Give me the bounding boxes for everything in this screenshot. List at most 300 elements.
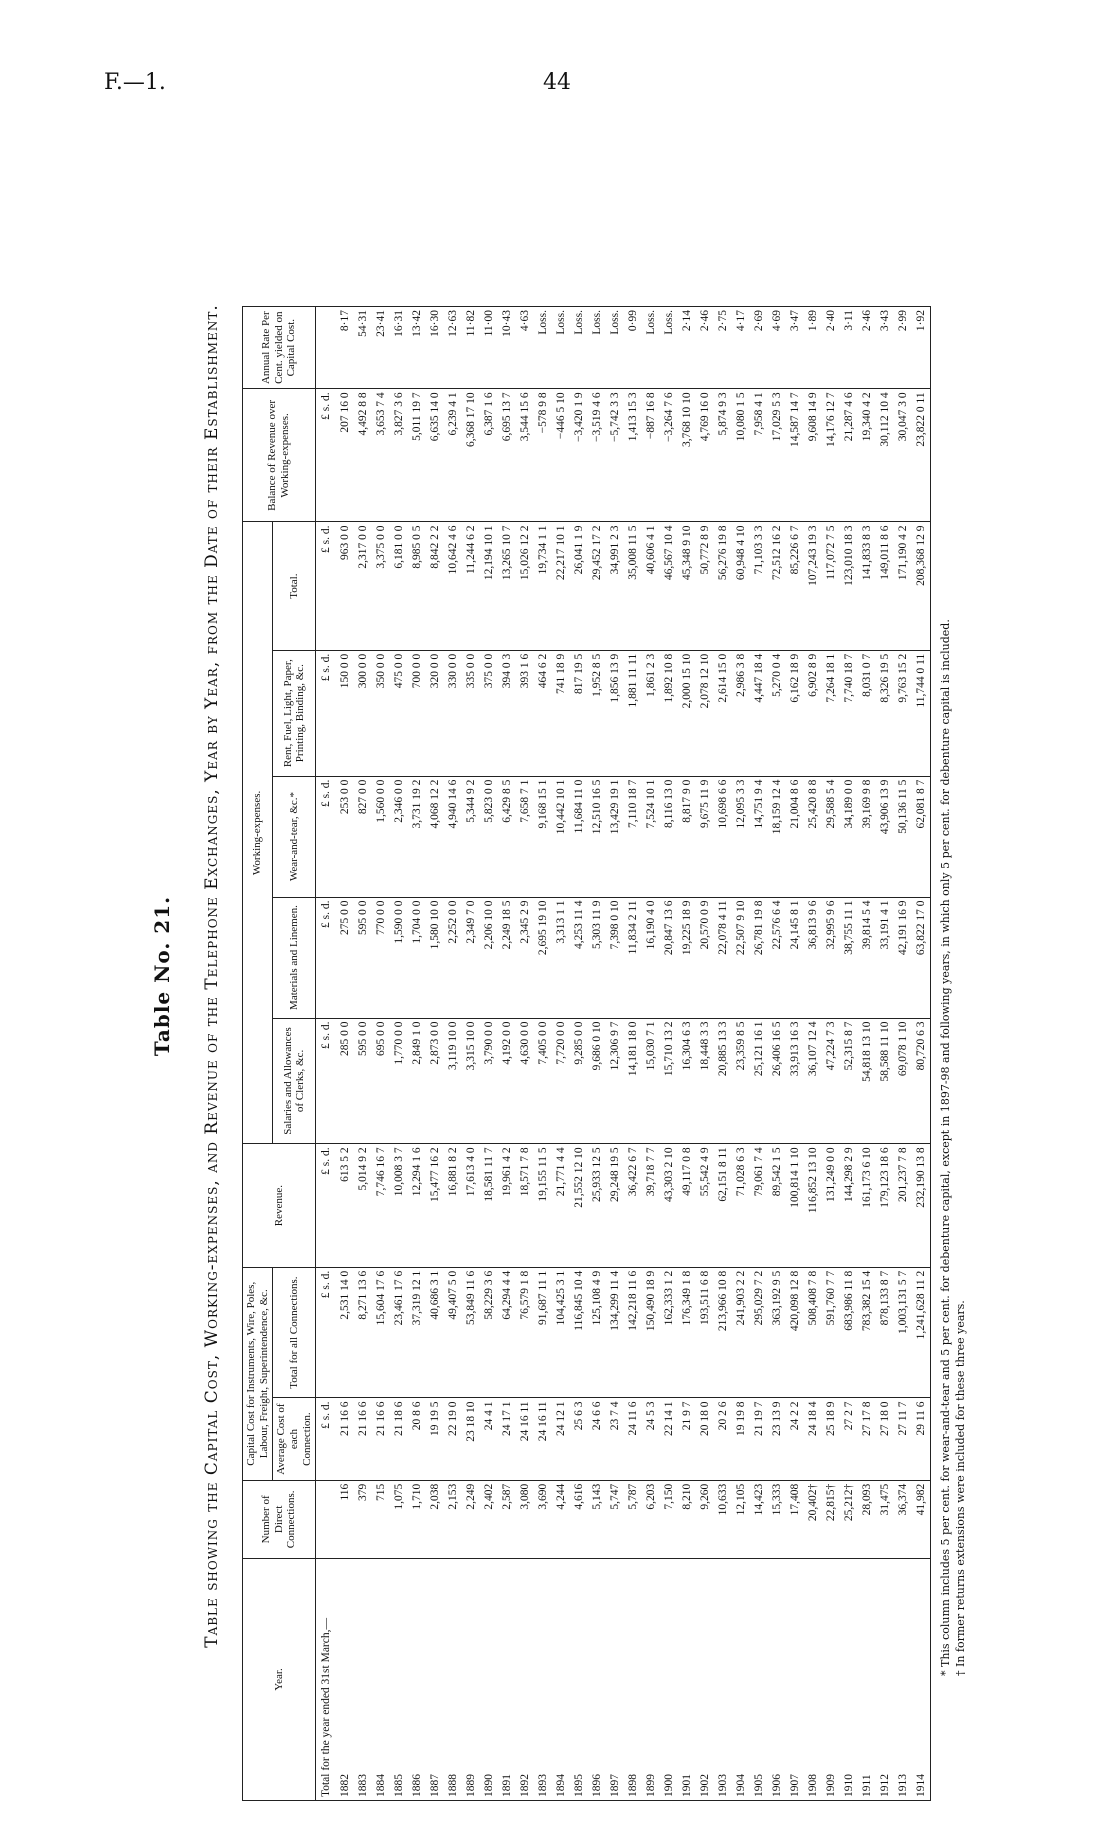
cell-year: 1882 (336, 1559, 354, 1801)
cell-total: 11,244 6 2 (462, 522, 480, 650)
cell-rev: 613 5 2 (336, 1144, 354, 1267)
cell-sal: 15,030 7 1 (642, 1018, 660, 1144)
cell-rev: 17,613 4 0 (462, 1144, 480, 1267)
unit-label: £ s. d. (316, 1267, 337, 1398)
cell-bal: −887 16 8 (642, 389, 660, 522)
cell-avg: 24 2 2 (786, 1398, 804, 1480)
cell-rev: 25,933 12 5 (588, 1144, 606, 1267)
cell-wear: 10,698 6 6 (714, 776, 732, 897)
table-number: Table No. 21. (150, 895, 174, 1057)
cell-rate: 4·63 (516, 307, 534, 389)
cell-total: 963 0 0 (336, 522, 354, 650)
cell-rent: 1,892 10 8 (660, 650, 678, 776)
cell-conn: 15,333 (768, 1480, 786, 1558)
cell-year: 1891 (498, 1559, 516, 1801)
cell-tot: 176,349 1 8 (678, 1267, 696, 1398)
cell-bal: −5,742 3 3 (606, 389, 624, 522)
header-revenue: Revenue. (243, 1144, 316, 1267)
cell-sal: 285 0 0 (336, 1018, 354, 1144)
cell-conn: 3,080 (516, 1480, 534, 1558)
cell-avg: 21 19 7 (750, 1398, 768, 1480)
footnotes (939, 146, 968, 1676)
cell-total: 3,375 0 0 (372, 522, 390, 650)
table-row (372, 307, 390, 1801)
cell-rate: 2·46 (858, 307, 876, 389)
cell-wear: 5,823 0 0 (480, 776, 498, 897)
table-row (840, 307, 858, 1801)
cell-sal: 23,359 8 5 (732, 1018, 750, 1144)
cell-rate: 12·63 (444, 307, 462, 389)
cell-avg: 23 18 10 (462, 1398, 480, 1480)
header-rate: Annual Rate Per Cent. yielded on Capital Cost. (243, 307, 316, 389)
cell-mat: 32,995 9 6 (822, 897, 840, 1018)
total-row-label: Total for the year ended 31st March,— (316, 1559, 337, 1801)
cell-rent: 375 0 0 (480, 650, 498, 776)
cell-tot: 76,579 1 8 (516, 1267, 534, 1398)
cell-avg: 19 19 5 (426, 1398, 444, 1480)
unit-label: £ s. d. (316, 1144, 337, 1267)
cell-total: 107,243 19 3 (804, 522, 822, 650)
cell-sal: 54,818 13 10 (858, 1018, 876, 1144)
cell-rev: 100,814 1 10 (786, 1144, 804, 1267)
cell-wear: 13,429 19 1 (606, 776, 624, 897)
cell-wear: 62,081 8 7 (912, 776, 931, 897)
cell-rev: 19,155 11 5 (534, 1144, 552, 1267)
cell-mat: 2,349 7 0 (462, 897, 480, 1018)
cell-rent: 1,861 2 3 (642, 650, 660, 776)
cell-bal: 9,608 14 9 (804, 389, 822, 522)
cell-wear: 39,169 9 8 (858, 776, 876, 897)
cell-rate: 2·40 (822, 307, 840, 389)
data-table (242, 306, 931, 1801)
table-row (786, 307, 804, 1801)
cell-total: 40,606 4 1 (642, 522, 660, 650)
cell-avg: 24 6 6 (588, 1398, 606, 1480)
header-connections: Number of Direct Connections. (243, 1480, 316, 1558)
cell-tot: 58,229 3 6 (480, 1267, 498, 1398)
cell-rate: 2·46 (696, 307, 714, 389)
cell-rate: 3·11 (840, 307, 858, 389)
cell-mat: 63,822 17 0 (912, 897, 931, 1018)
cell-mat: 1,590 0 0 (390, 897, 408, 1018)
table-row (534, 307, 552, 1801)
unit-label: £ s. d. (316, 650, 337, 776)
cell-year: 1910 (840, 1559, 858, 1801)
cell-rent: 7,264 18 1 (822, 650, 840, 776)
cell-sal: 33,913 16 3 (786, 1018, 804, 1144)
cell-conn: 17,408 (786, 1480, 804, 1558)
cell-year: 1912 (876, 1559, 894, 1801)
cell-total: 29,452 17 2 (588, 522, 606, 650)
cell-conn: 12,105 (732, 1480, 750, 1558)
table-row (714, 307, 732, 1801)
cell-sal: 15,710 13 2 (660, 1018, 678, 1144)
cell-rate: 1·92 (912, 307, 931, 389)
cell-avg: 27 17 8 (858, 1398, 876, 1480)
cell-rent: 7,740 18 7 (840, 650, 858, 776)
cell-conn: 2,153 (444, 1480, 462, 1558)
cell-avg: 29 11 6 (912, 1398, 931, 1480)
cell-year: 1907 (786, 1559, 804, 1801)
cell-conn: 5,747 (606, 1480, 624, 1558)
cell-mat: 7,398 0 10 (606, 897, 624, 1018)
table-row (570, 307, 588, 1801)
cell-bal: 3,544 15 6 (516, 389, 534, 522)
cell-wear: 4,940 14 6 (444, 776, 462, 897)
cell-conn: 715 (372, 1480, 390, 1558)
cell-year: 1909 (822, 1559, 840, 1801)
cell-mat: 26,781 19 8 (750, 897, 768, 1018)
cell-tot: 37,319 12 1 (408, 1267, 426, 1398)
cell-year: 1913 (894, 1559, 912, 1801)
cell-tot: 1,003,131 5 7 (894, 1267, 912, 1398)
cell-rent: 394 0 3 (498, 650, 516, 776)
cell-rate: 13·42 (408, 307, 426, 389)
cell-tot: 134,299 11 4 (606, 1267, 624, 1398)
cell-rate: 2·75 (714, 307, 732, 389)
cell-tot: 53,849 11 6 (462, 1267, 480, 1398)
cell-rate: 3·47 (786, 307, 804, 389)
header-capital-cost: Capital Cost for Instruments, Wire, Poles, Labour, Freight, Superintendence, &c. (243, 1267, 273, 1480)
cell-avg: 24 16 11 (516, 1398, 534, 1480)
cell-rent: 335 0 0 (462, 650, 480, 776)
cell-wear: 9,675 11 9 (696, 776, 714, 897)
cell-wear: 9,168 15 1 (534, 776, 552, 897)
cell-sal: 7,720 0 0 (552, 1018, 570, 1144)
cell-wear: 12,510 16 5 (588, 776, 606, 897)
cell-mat: 24,145 8 1 (786, 897, 804, 1018)
cell-rent: 2,000 15 10 (678, 650, 696, 776)
cell-tot: 508,408 7 8 (804, 1267, 822, 1398)
cell-avg: 21 16 6 (336, 1398, 354, 1480)
cell-year: 1901 (678, 1559, 696, 1801)
cell-rent: 700 0 0 (408, 650, 426, 776)
cell-avg: 24 18 4 (804, 1398, 822, 1480)
cell-conn: 1,710 (408, 1480, 426, 1558)
cell-tot: 15,604 17 6 (372, 1267, 390, 1398)
cell-conn: 3,690 (534, 1480, 552, 1558)
cell-avg: 19 19 8 (732, 1398, 750, 1480)
header-rent: Rent, Fuel, Light, Paper, Printing, Binding, &c. (273, 650, 316, 776)
cell-rev: 62,151 8 11 (714, 1144, 732, 1267)
cell-rate: 11·82 (462, 307, 480, 389)
unit-label: £ s. d. (316, 776, 337, 897)
cell-tot: 64,294 4 4 (498, 1267, 516, 1398)
cell-conn: 31,475 (876, 1480, 894, 1558)
table-row (516, 307, 534, 1801)
cell-avg: 20 8 6 (408, 1398, 426, 1480)
cell-rate: 3·43 (876, 307, 894, 389)
cell-total: 22,217 10 1 (552, 522, 570, 650)
cell-rate: 2·69 (750, 307, 768, 389)
cell-rev: 18,581 11 7 (480, 1144, 498, 1267)
table-row (660, 307, 678, 1801)
cell-rev: 55,542 4 9 (696, 1144, 714, 1267)
cell-bal: 6,368 17 10 (462, 389, 480, 522)
cell-rate: Loss. (552, 307, 570, 389)
cell-conn: 20,402† (804, 1480, 822, 1558)
cell-rent: 330 0 0 (444, 650, 462, 776)
cell-total: 71,103 3 3 (750, 522, 768, 650)
cell-conn: 9,260 (696, 1480, 714, 1558)
cell-tot: 8,271 13 6 (354, 1267, 372, 1398)
cell-bal: 14,587 14 7 (786, 389, 804, 522)
cell-rev: 18,571 7 8 (516, 1144, 534, 1267)
cell-tot: 213,966 10 8 (714, 1267, 732, 1398)
cell-sal: 1,770 0 0 (390, 1018, 408, 1144)
table-row (822, 307, 840, 1801)
cell-rent: 475 0 0 (390, 650, 408, 776)
cell-avg: 21 18 6 (390, 1398, 408, 1480)
cell-sal: 25,121 16 1 (750, 1018, 768, 1144)
cell-year: 1911 (858, 1559, 876, 1801)
cell-mat: 20,570 0 9 (696, 897, 714, 1018)
table-row (768, 307, 786, 1801)
cell-conn: 5,787 (624, 1480, 642, 1558)
rotated-table-block (150, 146, 1070, 1806)
cell-rent: 11,744 0 11 (912, 650, 931, 776)
cell-total: 46,567 10 4 (660, 522, 678, 650)
cell-sal: 7,405 0 0 (534, 1018, 552, 1144)
cell-rate: Loss. (660, 307, 678, 389)
cell-total: 171,190 4 2 (894, 522, 912, 650)
cell-rent: 5,270 0 4 (768, 650, 786, 776)
cell-rev: 131,249 0 0 (822, 1144, 840, 1267)
cell-bal: 6,387 1 6 (480, 389, 498, 522)
table-row (732, 307, 750, 1801)
cell-tot: 591,760 7 7 (822, 1267, 840, 1398)
header-working-expenses: Working-expenses. (243, 522, 273, 1144)
cell-rate: 4·17 (732, 307, 750, 389)
table-row (804, 307, 822, 1801)
cell-rev: 201,237 7 8 (894, 1144, 912, 1267)
cell-avg: 24 12 1 (552, 1398, 570, 1480)
cell-conn: 22,815† (822, 1480, 840, 1558)
cell-total: 117,072 7 5 (822, 522, 840, 650)
cell-rent: 1,881 11 11 (624, 650, 642, 776)
cell-year: 1892 (516, 1559, 534, 1801)
cell-rate: 23·41 (372, 307, 390, 389)
cell-avg: 25 18 9 (822, 1398, 840, 1480)
header-avg-cost: Average Cost of each Connection. (273, 1398, 316, 1480)
cell-wear: 43,906 13 9 (876, 776, 894, 897)
cell-rate: Loss. (570, 307, 588, 389)
cell-rev: 89,542 1 5 (768, 1144, 786, 1267)
cell-conn: 2,249 (462, 1480, 480, 1558)
cell-year: 1896 (588, 1559, 606, 1801)
cell-rev: 29,248 19 5 (606, 1144, 624, 1267)
cell-conn: 1,075 (390, 1480, 408, 1558)
cell-total: 2,317 0 0 (354, 522, 372, 650)
cell-rent: 1,856 13 9 (606, 650, 624, 776)
cell-mat: 19,225 18 9 (678, 897, 696, 1018)
cell-total: 123,010 18 3 (840, 522, 858, 650)
table-row (390, 307, 408, 1801)
table-row (354, 307, 372, 1801)
cell-bal: 4,769 16 0 (696, 389, 714, 522)
cell-wear: 34,189 0 0 (840, 776, 858, 897)
cell-avg: 20 18 0 (696, 1398, 714, 1480)
cell-conn: 8,210 (678, 1480, 696, 1558)
cell-conn: 2,587 (498, 1480, 516, 1558)
table-row (678, 307, 696, 1801)
cell-wear: 18,159 12 4 (768, 776, 786, 897)
cell-avg: 23 7 4 (606, 1398, 624, 1480)
cell-wear: 2,346 0 0 (390, 776, 408, 897)
page-series-label: F.—1. (104, 70, 166, 95)
cell-bal: 3,768 10 10 (678, 389, 696, 522)
cell-rent: 8,031 0 7 (858, 650, 876, 776)
cell-total: 56,276 19 8 (714, 522, 732, 650)
cell-year: 1897 (606, 1559, 624, 1801)
cell-total: 8,842 2 2 (426, 522, 444, 650)
cell-mat: 16,190 4 0 (642, 897, 660, 1018)
cell-year: 1894 (552, 1559, 570, 1801)
cell-avg: 23 13 9 (768, 1398, 786, 1480)
cell-bal: −3,420 1 9 (570, 389, 588, 522)
cell-sal: 52,315 8 7 (840, 1018, 858, 1144)
cell-total: 35,008 11 5 (624, 522, 642, 650)
cell-avg: 27 2 7 (840, 1398, 858, 1480)
cell-wear: 10,442 10 1 (552, 776, 570, 897)
cell-mat: 22,507 9 10 (732, 897, 750, 1018)
cell-tot: 683,986 11 8 (840, 1267, 858, 1398)
cell-sal: 4,630 0 0 (516, 1018, 534, 1144)
cell-year: 1885 (390, 1559, 408, 1801)
cell-tot: 783,382 15 4 (858, 1267, 876, 1398)
cell-total: 15,026 12 2 (516, 522, 534, 650)
cell-tot: 162,333 1 2 (660, 1267, 678, 1398)
cell-sal: 12,306 9 7 (606, 1018, 624, 1144)
cell-sal: 595 0 0 (354, 1018, 372, 1144)
cell-bal: 4,492 8 8 (354, 389, 372, 522)
header-total-expenses: Total. (273, 522, 316, 650)
cell-sal: 695 0 0 (372, 1018, 390, 1144)
cell-rate: Loss. (588, 307, 606, 389)
cell-avg: 20 2 6 (714, 1398, 732, 1480)
cell-mat: 2,345 2 9 (516, 897, 534, 1018)
table-row (642, 307, 660, 1801)
cell-rate: 0·99 (624, 307, 642, 389)
cell-mat: 2,206 10 0 (480, 897, 498, 1018)
cell-bal: 14,176 12 7 (822, 389, 840, 522)
cell-sal: 9,686 0 10 (588, 1018, 606, 1144)
cell-sal: 26,406 16 5 (768, 1018, 786, 1144)
cell-rate: Loss. (606, 307, 624, 389)
cell-rev: 19,961 4 2 (498, 1144, 516, 1267)
unit-label: £ s. d. (316, 522, 337, 650)
cell-conn: 41,982 (912, 1480, 931, 1558)
cell-avg: 24 16 11 (534, 1398, 552, 1480)
table-row (426, 307, 444, 1801)
cell-sal: 58,588 11 10 (876, 1018, 894, 1144)
cell-rent: 150 0 0 (336, 650, 354, 776)
cell-mat: 2,249 18 5 (498, 897, 516, 1018)
cell-rent: 6,162 18 9 (786, 650, 804, 776)
cell-year: 1890 (480, 1559, 498, 1801)
cell-rent: 2,614 15 0 (714, 650, 732, 776)
cell-wear: 827 0 0 (354, 776, 372, 897)
cell-rev: 179,123 18 6 (876, 1144, 894, 1267)
cell-rent: 464 6 2 (534, 650, 552, 776)
cell-rev: 144,298 2 9 (840, 1144, 858, 1267)
table-row (408, 307, 426, 1801)
cell-rate: 16·31 (390, 307, 408, 389)
table-row (480, 307, 498, 1801)
cell-wear: 12,095 3 3 (732, 776, 750, 897)
cell-bal: 5,874 9 3 (714, 389, 732, 522)
cell-year: 1895 (570, 1559, 588, 1801)
cell-mat: 5,303 11 9 (588, 897, 606, 1018)
cell-mat: 3,313 1 1 (552, 897, 570, 1018)
cell-wear: 8,817 9 0 (678, 776, 696, 897)
cell-tot: 40,686 3 1 (426, 1267, 444, 1398)
cell-bal: 1,413 15 3 (624, 389, 642, 522)
cell-conn: 2,038 (426, 1480, 444, 1558)
table-row (606, 307, 624, 1801)
cell-sal: 4,192 0 0 (498, 1018, 516, 1144)
cell-rev: 39,718 7 7 (642, 1144, 660, 1267)
table-row (444, 307, 462, 1801)
cell-tot: 193,511 6 8 (696, 1267, 714, 1398)
cell-conn: 2,402 (480, 1480, 498, 1558)
cell-rate: 2·99 (894, 307, 912, 389)
cell-total: 10,642 4 6 (444, 522, 462, 650)
cell-year: 1905 (750, 1559, 768, 1801)
cell-conn: 4,244 (552, 1480, 570, 1558)
cell-sal: 9,285 0 0 (570, 1018, 588, 1144)
header-balance: Balance of Revenue over Working-expenses. (243, 389, 316, 522)
cell-tot: 420,098 12 8 (786, 1267, 804, 1398)
cell-bal: 19,340 4 2 (858, 389, 876, 522)
cell-wear: 3,731 19 2 (408, 776, 426, 897)
cell-total: 208,368 12 9 (912, 522, 931, 650)
cell-sal: 2,849 1 0 (408, 1018, 426, 1144)
cell-rate: 54·31 (354, 307, 372, 389)
cell-year: 1887 (426, 1559, 444, 1801)
cell-sal: 36,107 12 4 (804, 1018, 822, 1144)
cell-year: 1899 (642, 1559, 660, 1801)
cell-bal: 21,287 4 6 (840, 389, 858, 522)
cell-rate: 8·17 (336, 307, 354, 389)
cell-tot: 49,407 5 0 (444, 1267, 462, 1398)
cell-bal: 207 16 0 (336, 389, 354, 522)
cell-total: 60,948 4 10 (732, 522, 750, 650)
unit-label: £ s. d. (316, 1398, 337, 1480)
cell-year: 1883 (354, 1559, 372, 1801)
cell-avg: 25 6 3 (570, 1398, 588, 1480)
cell-tot: 150,490 18 9 (642, 1267, 660, 1398)
cell-bal: 30,112 10 4 (876, 389, 894, 522)
cell-wear: 7,524 10 1 (642, 776, 660, 897)
cell-rent: 817 19 5 (570, 650, 588, 776)
cell-total: 26,041 1 9 (570, 522, 588, 650)
cell-rate: Loss. (534, 307, 552, 389)
cell-wear: 4,068 12 2 (426, 776, 444, 897)
cell-bal: −3,264 7 6 (660, 389, 678, 522)
cell-tot: 142,218 11 6 (624, 1267, 642, 1398)
cell-avg: 27 11 7 (894, 1398, 912, 1480)
cell-rent: 2,986 3 8 (732, 650, 750, 776)
cell-tot: 91,687 11 1 (534, 1267, 552, 1398)
cell-rent: 9,763 15 2 (894, 650, 912, 776)
cell-total: 72,512 16 2 (768, 522, 786, 650)
cell-conn: 5,143 (588, 1480, 606, 1558)
cell-rent: 4,447 18 4 (750, 650, 768, 776)
cell-conn: 14,423 (750, 1480, 768, 1558)
cell-tot: 2,531 14 0 (336, 1267, 354, 1398)
table-row (498, 307, 516, 1801)
